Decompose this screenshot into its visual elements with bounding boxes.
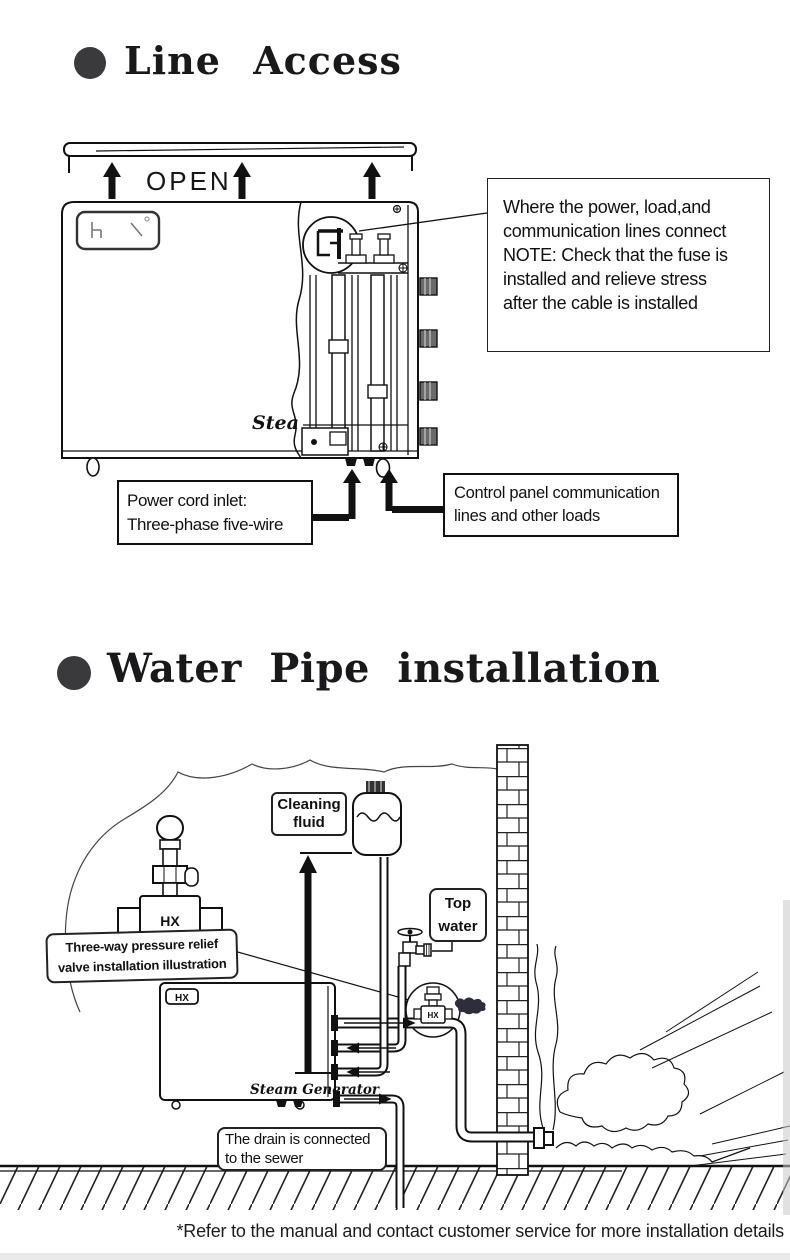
drain-line: The drain is connected bbox=[225, 1131, 371, 1148]
brand-badge bbox=[77, 212, 159, 249]
section-bullet-icon bbox=[57, 656, 91, 690]
callout-line: communication lines connect bbox=[503, 221, 727, 241]
generator-brand-text: Steam Generator bbox=[250, 1082, 380, 1098]
top-water-line: Top bbox=[444, 895, 472, 912]
three-way-valve-label bbox=[45, 928, 238, 983]
control-panel-line: Control panel communication bbox=[454, 484, 660, 502]
open-arrow-icons bbox=[103, 162, 381, 199]
callout-line: Where the power, load,and bbox=[503, 197, 711, 217]
power-inlet-box bbox=[117, 480, 313, 545]
wall-nozzle bbox=[534, 1128, 553, 1148]
cleaning-fluid-label bbox=[271, 792, 347, 836]
generator-logo-text: HX bbox=[175, 993, 189, 1004]
cleaning-fluid-bottle bbox=[353, 781, 401, 855]
valve-logo-text: HX bbox=[160, 913, 180, 929]
footnote: *Refer to the manual and contact customer service for more installation details bbox=[176, 1221, 784, 1241]
control-panel-box bbox=[443, 473, 679, 537]
callout-line: after the cable is installed bbox=[503, 293, 698, 313]
power-inlet-line: Power cord inlet: bbox=[127, 491, 247, 510]
control-panel-line: lines and other loads bbox=[454, 507, 600, 525]
callout-line: installed and relieve stress bbox=[503, 269, 707, 289]
cleaning-fluid-line: fluid bbox=[293, 814, 325, 831]
side-terminal-lugs bbox=[420, 278, 437, 445]
three-way-line: valve installation illustration bbox=[57, 955, 227, 976]
wiring-note-callout bbox=[487, 178, 770, 352]
drain-line: to the sewer bbox=[225, 1150, 304, 1167]
drain-label bbox=[217, 1127, 387, 1171]
top-water-line: water bbox=[438, 918, 478, 935]
brand-text-partial: Stea bbox=[252, 412, 299, 434]
fuse-magnifier-circle bbox=[303, 217, 359, 273]
faucet-icon bbox=[398, 929, 431, 967]
section-title-water-pipe: Water Pipe installation bbox=[107, 645, 661, 692]
power-inlet-line: Three-phase five-wire bbox=[127, 515, 283, 534]
section-bullet-icon bbox=[74, 47, 106, 79]
cleaning-fluid-line: Cleaning bbox=[277, 796, 341, 813]
callout-line: NOTE: Check that the fuse is bbox=[503, 245, 728, 265]
brick-wall bbox=[497, 745, 528, 1175]
steam-plumes bbox=[535, 944, 790, 1166]
scan-edge-strip bbox=[783, 900, 790, 1215]
ground-hatch bbox=[0, 1166, 790, 1210]
section-title-line-access: Line Access bbox=[124, 38, 402, 83]
top-water-label bbox=[429, 888, 487, 942]
circle-valve-logo-text: HX bbox=[427, 1011, 439, 1020]
scan-edge-strip bbox=[0, 1253, 790, 1260]
three-way-line: Three-way pressure relief bbox=[65, 936, 219, 955]
cabinet-feet bbox=[87, 458, 390, 477]
bottom-callout-arrows bbox=[308, 469, 445, 521]
open-label: OPEN bbox=[146, 166, 232, 196]
